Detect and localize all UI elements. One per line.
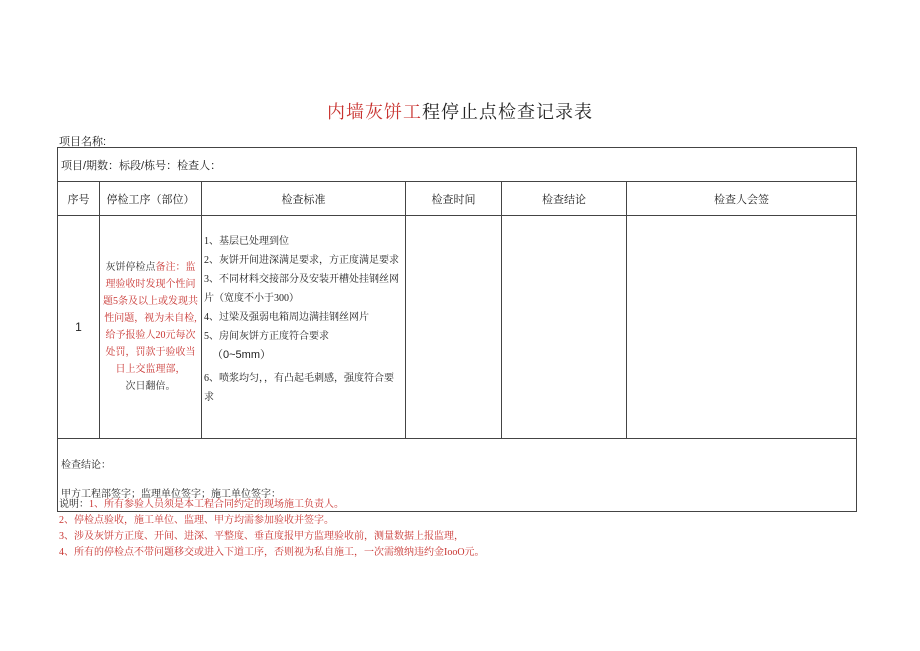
stop-point-prefix: 灰饼停检点 bbox=[105, 262, 156, 273]
check-time-cell[interactable] bbox=[406, 216, 502, 439]
standards-cell bbox=[202, 216, 406, 439]
note-item: 3、涉及灰饼方正度、开间、进深、平整度、垂直度报甲方监理验收前，测量数据上报监理， bbox=[59, 531, 464, 542]
header-signature: 检查人会签 bbox=[627, 182, 857, 216]
standard-item: 1、基层已处理到位 bbox=[204, 236, 289, 247]
header-standard: 检查标准 bbox=[202, 182, 406, 216]
note-item: 2、停检点验收，施工单位、监理、甲方均需参加验收并签字。 bbox=[59, 515, 334, 526]
header-conclusion: 检查结论 bbox=[502, 182, 627, 216]
inspection-table bbox=[57, 147, 857, 512]
signature-line: 甲方工程部签字；监理单位签字；施工单位签字： bbox=[61, 489, 281, 500]
header-process: 停检工序（部位） bbox=[100, 182, 202, 216]
signature-cell[interactable] bbox=[627, 216, 857, 439]
notes-prefix: 说明： bbox=[59, 499, 89, 510]
header-time: 检查时间 bbox=[406, 182, 502, 216]
standard-item: （0~5mm） bbox=[212, 349, 271, 361]
header-no: 序号 bbox=[58, 182, 100, 216]
title-red-part: 内墙灰饼工 bbox=[327, 102, 422, 122]
note-item: 4、所有的停检点不带问题移交或进入下道工序，否则视为私自施工，一次需缴纳违约金IooO元。 bbox=[59, 547, 485, 558]
check-conclusion-cell[interactable] bbox=[502, 216, 627, 439]
stop-point-cell bbox=[100, 216, 202, 439]
title-rest: 程停止点检查记录表 bbox=[422, 102, 593, 122]
standard-item: 5、房间灰饼方正度符合要求 bbox=[204, 331, 329, 342]
standard-item: 4、过梁及强弱电箱周边满挂钢丝网片 bbox=[204, 312, 369, 323]
note-item: 1、所有参验人员须是本工程合同约定的现场施工负责人。 bbox=[89, 499, 344, 510]
conclusion-label: 检查结论： bbox=[61, 460, 111, 471]
standard-item: 6、喷浆均匀，，有凸起毛刺感，强度符合要求 bbox=[204, 373, 394, 403]
project-name-label: 项目名称: bbox=[59, 136, 107, 148]
page-title bbox=[0, 98, 920, 124]
notes bbox=[59, 497, 485, 561]
standard-item: 2、灰饼开间进深满足要求，方正度满足要求 bbox=[204, 255, 399, 266]
stop-point-remark: 备注：监理验收时发现个性问题5条及以上或发现共性问题，视为未自检,给予报验人20元每次处罚，罚款于验收当日上交监理部， bbox=[103, 262, 198, 375]
row-number: 1 bbox=[58, 216, 100, 439]
project-info-row: 项目/期数：标段/栋号：检查人： bbox=[58, 148, 857, 182]
standard-item: 3、不同材料交接部分及安装开槽处挂钢丝网片（宽度不小于300） bbox=[204, 274, 399, 304]
stop-point-suffix: 次日翻倍。 bbox=[125, 381, 176, 392]
